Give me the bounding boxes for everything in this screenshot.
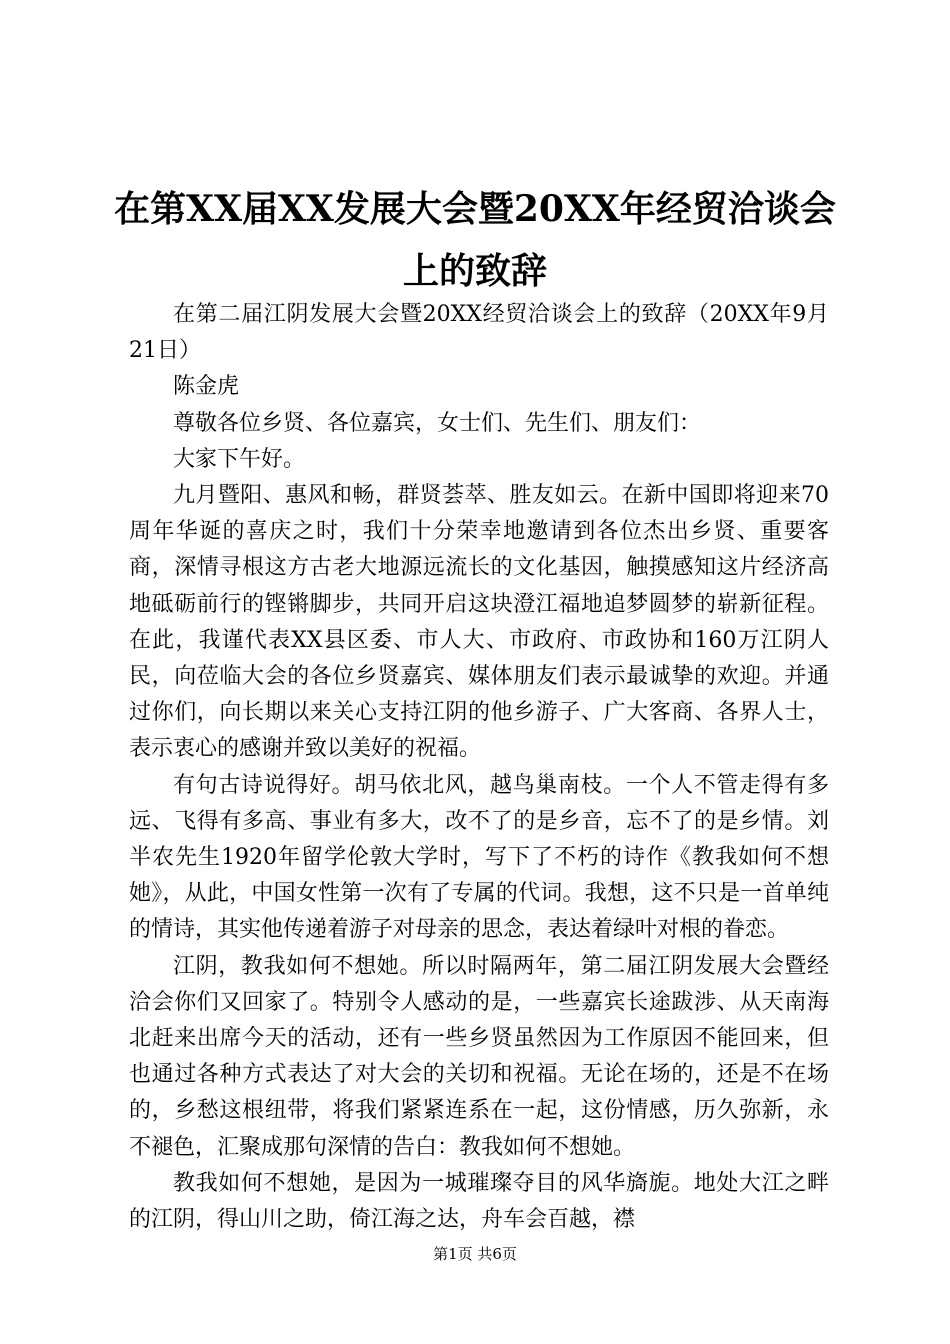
paragraph-salutation: 尊敬各位乡贤、各位嘉宾，女士们、先生们、朋友们： — [173, 410, 702, 436]
paragraph: 教我如何不想她，是因为一城璀璨夺目的风华旖旎。地处大江之畔的江阴，得山川之助，倚江海之达，舟车会百越，襟 — [129, 1170, 829, 1233]
paragraph: 江阴，教我如何不想她。所以时隔两年，第二届江阴发展大会暨经洽会你们又回家了。特别令人感动的是，一些嘉宾长途跋涉、从天南海北赶来出席今天的活动，还有一些乡贤虽然因为工作原因不能回来，但也通过各种方式表达了对大会的关切和祝福。无论在场的，还是不在场的，乡愁这根纽带，将我们紧紧连系在一起，这份情感，历久弥新，永不褪色，汇聚成那句深情的告白：教我如何不想她。 — [129, 953, 829, 1160]
paragraph-greeting: 大家下午好。 — [173, 446, 306, 472]
paragraph: 九月暨阳、惠风和畅，群贤荟萃、胜友如云。在新中国即将迎来70周年华诞的喜庆之时，我们十分荣幸地邀请到各位杰出乡贤、重要客商，深情寻根这方古老大地源远流长的文化基因，触摸感知这片经济高地砥砺前行的铿锵脚步，共同开启这块澄江福地追梦圆梦的崭新征程。在此，我谨代表XX县区委、市人大、市政府、市政协和160万江阴人民，向莅临大会的各位乡贤嘉宾、媒体朋友们表示最诚挚的欢迎。并通过你们，向长期以来关心支持江阴的他乡游子、广大客商、各界人士，表示衷心的感谢并致以美好的祝福。 — [129, 483, 829, 762]
paragraph: 有句古诗说得好。胡马依北风，越鸟巢南枝。一个人不管走得有多远、飞得有多高、事业有多大，改不了的是乡音，忘不了的是乡情。刘半农先生1920年留学伦敦大学时，写下了不朽的诗作《教我如何不想她》，从此，中国女性第一次有了专属的代词。我想，这不只是一首单纯的情诗，其实他传递着游子对母亲的思念，表达着绿叶对根的眷恋。 — [129, 772, 829, 943]
page-footer: 第1页 共6页 — [433, 1245, 517, 1263]
title-line-1: 在第XX届XX发展大会暨20XX年经贸洽谈会 — [114, 188, 836, 230]
document-title — [110, 178, 840, 302]
paragraph-author: 陈金虎 — [173, 374, 240, 400]
title-line-2: 上的致辞 — [402, 250, 547, 292]
paragraph-heading: 在第二届江阴发展大会暨20XX经贸洽谈会上的致辞（20XX年9月21日） — [129, 302, 829, 364]
document-body — [129, 297, 829, 1238]
